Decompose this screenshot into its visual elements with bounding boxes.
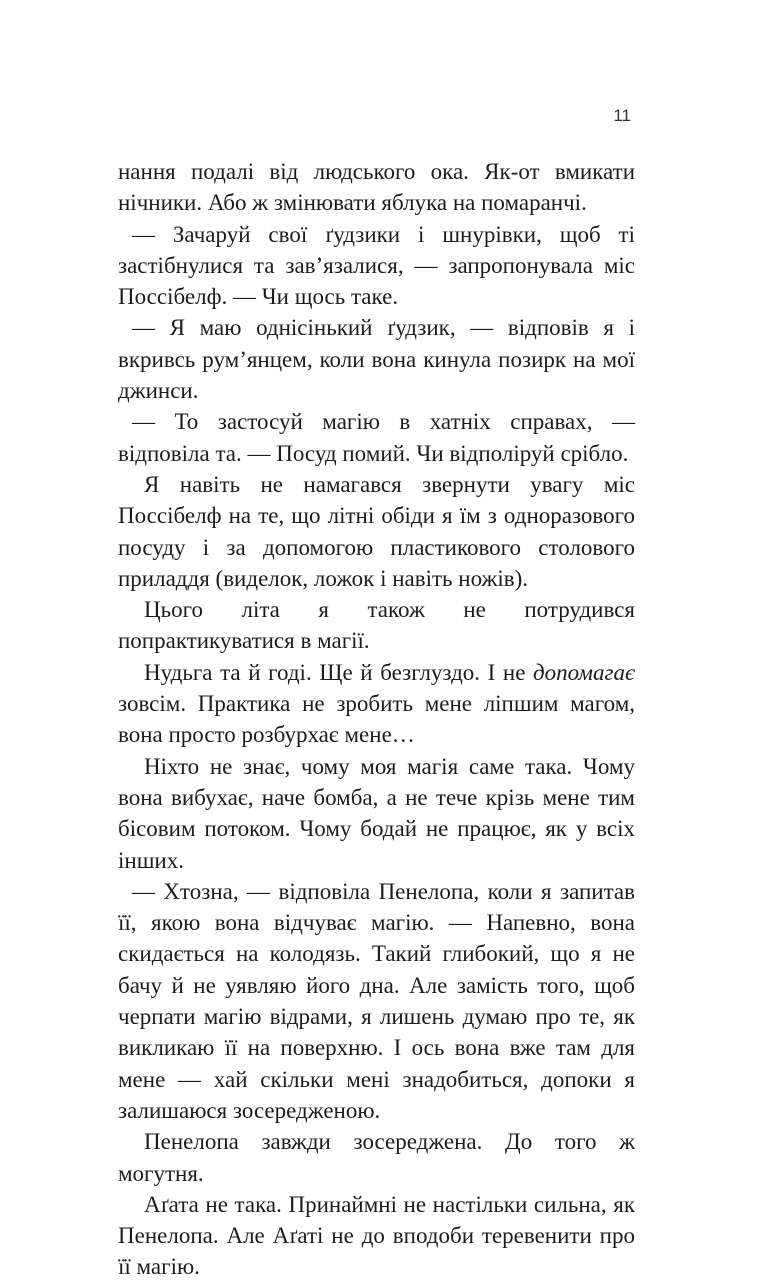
emphasized-word: допомагає	[533, 659, 635, 685]
paragraph: Ніхто не знає, чому моя магія саме така. Чому вона вибухає, наче бомба, а не тече крізь мене тим бісовим потоком. Чому бодай не працює, як у всіх інших.	[118, 753, 635, 873]
paragraph-text-after: зовсім. Практика не зробить мене ліпшим магом, вона просто розбурхає мене…	[118, 691, 635, 748]
paragraph: Я навіть не намагався звернути увагу міс Поссібелф на те, що літні обіди я їм з одноразового посуду і за допомогою пластикового столового приладдя (виделок, ложок і навіть ножів).	[118, 471, 635, 591]
paragraph-continuation: нання подалі від людського ока. Як-от вмикати нічники. Або ж змінювати яблука на помаранчі.	[118, 159, 635, 216]
dialogue-paragraph: — То застосуй магію в хатніх справах, — відповіла та. — Посуд помий. Чи відполіруй срібло.	[118, 409, 635, 466]
paragraph: Цього літа я також не потрудився попрактикуватися в магії.	[118, 597, 635, 654]
dialogue-paragraph: — Хтозна, — відповіла Пенелопа, коли я запитав її, якою вона відчуває магію. — Напевно, вона скидається на колодязь. Такий глибокий, що я не бачу й не уявляю його дна. Але замість того, щоб черпати магію відрами, я лишень думаю про те, як викликаю її на поверхню. І ось вона вже там для мене — хай скільки мені знадобиться, допоки я залишаюся зосередженою.	[118, 878, 635, 1123]
paragraph-with-emphasis	[118, 657, 635, 751]
page-number: 11	[613, 106, 631, 125]
paragraph: Аґата не така. Принаймні не настільки сильна, як Пенелопа. Але Аґаті не до вподоби теревенити про її магію.	[118, 1191, 635, 1280]
paragraph-text-before: Нудьга та й годі. Ще й безглуздо. І не	[144, 659, 534, 685]
body-text	[118, 156, 635, 1283]
dialogue-paragraph: — Я маю однісінький ґудзик, — відповів я і вкривсь рум’янцем, коли вона кинула позирк на мої джинси.	[118, 315, 635, 404]
paragraph: Пенелопа завжди зосереджена. До того ж могутня.	[118, 1129, 635, 1186]
dialogue-paragraph: — Зачаруй свої ґудзики і шнурівки, щоб ті застібнулися та зав’язалися, — запропонувала міс Поссібелф. — Чи щось таке.	[118, 221, 635, 310]
